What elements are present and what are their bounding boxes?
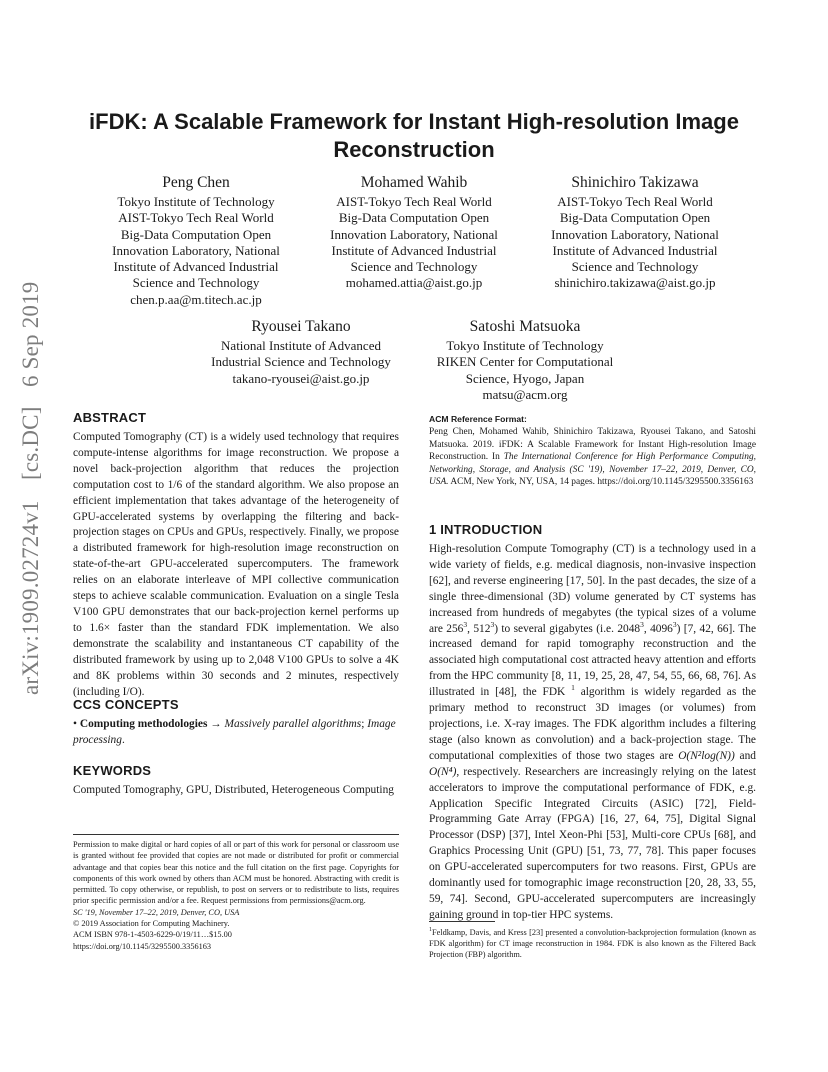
acm-ref-text [429, 426, 756, 489]
copyright-line: © 2019 Association for Computing Machinery. [73, 919, 230, 929]
footnote-number: 1 [429, 927, 432, 933]
intro-segment: High-resolution Compute Tomography (CT) is a technology used in a wide variety of fields, e.g. medical diagnosis, non-invasive inspection [62], and reverse engineering [17, 50]. In the past decades, the size of a single three-dimensional (3D) volume generated by CT systems has increased from hundreds of megabytes (the typical sizes of a volume are 256 [429, 543, 756, 635]
ccs-text [73, 717, 399, 749]
author-name: Peng Chen [162, 174, 230, 191]
complexity-filtering: O(N²log(N)) [678, 749, 735, 762]
doi-link[interactable]: https://doi.org/10.1145/3295500.3356163 [73, 941, 212, 951]
ccs-separator: ; [361, 718, 365, 730]
permission-text: Permission to make digital or hard copies of all or part of this work for personal or classroom use is granted without fee provided that copies are not made or distributed for profit or commercial advantage and that copies bear this notice and the full citation on the first page. Copyrights for components of this work owned by others than ACM must be honored. Abstracting with credit is permitted. To copy otherwise, or republish, to post on servers or to redistribute to lists, requires prior specific permission and/or a fee. Request permissions from permissions@acm.org. [73, 840, 399, 906]
author-affiliation: Big-Data Computation Open [120, 226, 272, 242]
author-affiliation: Science, Hyogo, Japan [465, 370, 585, 386]
author-affiliation: Big-Data Computation Open [559, 210, 711, 226]
author-affiliation: Tokyo Institute of Technology [117, 194, 275, 209]
acm-ref-venue: The International Conference for High Performance Computing, Networking, Storage, and Analysis (SC '19), November 17–22, 2019, Denver, CO, USA. [429, 452, 756, 488]
superscript: 3 [640, 619, 644, 629]
author-block [314, 173, 514, 292]
arxiv-stamp [18, 281, 52, 695]
ccs-concept: Computing methodologies [79, 718, 208, 730]
permission-rule [73, 834, 399, 835]
conference-line: SC '19, November 17–22, 2019, Denver, CO, USA [73, 907, 240, 917]
intro-segment: ) [7, 42, 66]. The increased demand for rapid tomography reconstruction and the associated high computational cost attracted heavy attention and efforts from the HPC community [8, 11, 19, 25, 28, 47, 54, 55, 66, 68, 76]. As illustrated in [48], the FDK [429, 622, 757, 699]
ccs-arrow: → [210, 718, 222, 730]
ccs-end: . [121, 733, 125, 746]
ccs-heading: CCS CONCEPTS [73, 697, 179, 712]
author-affiliation: Institute of Advanced Industrial [552, 242, 718, 258]
paper-title-line1: iFDK: A Scalable Framework for Instant High-resolution Image [89, 109, 739, 134]
abstract-heading: ABSTRACT [73, 410, 147, 425]
author-block [420, 317, 630, 403]
author-affiliation: Industrial Science and Technology [211, 354, 391, 370]
author-email: shinichiro.takizawa@aist.go.jp [554, 275, 716, 291]
author-block [532, 173, 738, 292]
superscript: 3 [490, 619, 495, 629]
acm-ref-heading: ACM Reference Format: [429, 414, 527, 424]
author-affiliation: Innovation Laboratory, National [551, 226, 719, 242]
abstract-text: Computed Tomography (CT) is a widely used technology that requires compute-intense algorithms for image reconstruction. We propose a novel back-projection algorithm that reduces the projection computation cost to 1/6 of the standard algorithm. We also propose an efficient implementation that takes advantage of the heterogeneity of GPU-accelerated systems by overlapping the filtering and back-projection stages on CPUs and GPUs, respectively. Finally, we propose a distributed framework for high-resolution image reconstruction on state-of-the-art GPU-accelerated supercomputers. The framework relies on an elaborate interleave of MPI collective communication steps to achieve scalable communication. Evaluation on a single Tesla V100 GPU demonstrates that our back-projection kernel performs up to 1.6× faster than the standard FDK implementation. We also demonstrate the scalability and instantaneous CT capability of the distributed framework by using up to 2,048 V100 GPUs to solve a 4K and 8K problems within 30 seconds and 2 minutes, respectively (including I/O). [73, 431, 399, 698]
author-email: takano-ryousei@aist.go.jp [232, 370, 370, 386]
ccs-bullet: • [73, 718, 77, 730]
author-affiliation: Science and Technology [132, 275, 260, 291]
author-affiliation: Innovation Laboratory, National [112, 242, 280, 258]
arxiv-id: arXiv:1909.02724v1 [18, 500, 43, 695]
arxiv-category: [cs.DC] [18, 406, 43, 481]
author-affiliation: RIKEN Center for Computational [436, 354, 614, 370]
intro-text [429, 542, 756, 924]
author-email: matsu@acm.org [482, 386, 568, 402]
footnote-text: Feldkamp, Davis, and Kress [23] presented a convolution-backprojection formulation (known as FDK algorithm) for CT image reconstruction in 1984. FDK is also known as the Filtered Back Projection (FBP) algorithm. [429, 927, 756, 960]
intro-segment: ) to several gigabytes (i.e. 2048 [494, 622, 641, 635]
intro-segment: , respectively. Researchers are increasingly relying on the latest accelerators to improve the computational performance of FDK, e.g. Application Specific Integrated Circuits (ASIC) [72], Field-Programming Gate Array (FPGA) [16, 27, 64, 75], Digital Signal Processor (DSP) [37], Intel Xeon-Phi [53], Multi-core CPUs [68], and Graphics Processing Unit (GPU) [51, 73, 77, 78]. This paper focuses on GPU-accelerated supercomputers for two reasons. First, GPUs are dominantly used for tomographic image reconstruction [20, 28, 33, 55, 59, 74]. Second, GPU-accelerated supercomputers are increasingly gaining ground in top-tier HPC systems. [429, 765, 756, 921]
author-affiliation: Innovation Laboratory, National [330, 226, 498, 242]
arxiv-date: 6 Sep 2019 [18, 281, 43, 387]
author-name: Ryousei Takano [251, 318, 351, 335]
paper-title-line2: Reconstruction [333, 137, 495, 162]
author-affiliation: Tokyo Institute of Technology [446, 338, 604, 353]
ccs-subconcept: Image processing [73, 718, 396, 746]
author-affiliation: AIST-Tokyo Tech Real World [557, 194, 713, 209]
author-affiliation: Big-Data Computation Open [338, 210, 490, 226]
intro-segment: , 512 [467, 622, 491, 635]
author-affiliation: AIST-Tokyo Tech Real World [118, 210, 274, 226]
intro-segment: algorithm is widely regarded as the primary method to reconstruct 3D images (or volumes) from projections, i.e. X-ray images. The FDK algorithm includes a filtering stage (also known as convolution) and a back-projection stage. The computational complexities of those two stages are [429, 686, 756, 762]
author-name: Satoshi Matsuoka [469, 318, 581, 335]
permission-block [73, 839, 399, 952]
footnote [429, 925, 756, 961]
acm-ref-citation: Peng Chen, Mohamed Wahib, Shinichiro Takizawa, Ryousei Takano, and Satoshi Matsuoka. 2019. iFDK: A Scalable Framework for Instant High-resolution Image Reconstruction. In [429, 427, 756, 463]
author-name: Shinichiro Takizawa [571, 174, 699, 191]
author-block [96, 173, 296, 308]
footnote-marker[interactable]: 1 [571, 683, 575, 693]
author-affiliation: Science and Technology [571, 259, 699, 275]
footnote-rule [429, 921, 495, 922]
ccs-subconcept: Massively parallel algorithms [224, 718, 362, 730]
complexity-backprojection: O(N⁴) [429, 765, 457, 778]
author-email: chen.p.aa@m.titech.ac.jp [130, 291, 262, 307]
superscript: 3 [463, 619, 468, 629]
acm-ref-publisher: ACM, New York, NY, USA, 14 pages. https://doi.org/10.1145/3295500.3356163 [450, 477, 754, 488]
author-affiliation: Institute of Advanced Industrial [113, 259, 279, 275]
paper-title [60, 108, 768, 164]
author-name: Mohamed Wahib [360, 174, 468, 191]
author-affiliation: AIST-Tokyo Tech Real World [336, 194, 492, 209]
isbn-line: ACM ISBN 978-1-4503-6229-0/19/11…$15.00 [73, 930, 232, 940]
author-email: mohamed.attia@aist.go.jp [345, 275, 483, 291]
author-affiliation: National Institute of Advanced [221, 338, 381, 353]
author-affiliation: Institute of Advanced Industrial [331, 242, 497, 258]
keywords-text: Computed Tomography, GPU, Distributed, Heterogeneous Computing [73, 784, 394, 796]
intro-segment: , 4096 [643, 622, 673, 635]
author-affiliation: Science and Technology [350, 259, 478, 275]
superscript: 3 [672, 619, 677, 629]
author-block [196, 317, 406, 387]
intro-segment: and [734, 749, 756, 762]
intro-heading: 1 INTRODUCTION [429, 522, 543, 537]
keywords-heading: KEYWORDS [73, 763, 152, 778]
